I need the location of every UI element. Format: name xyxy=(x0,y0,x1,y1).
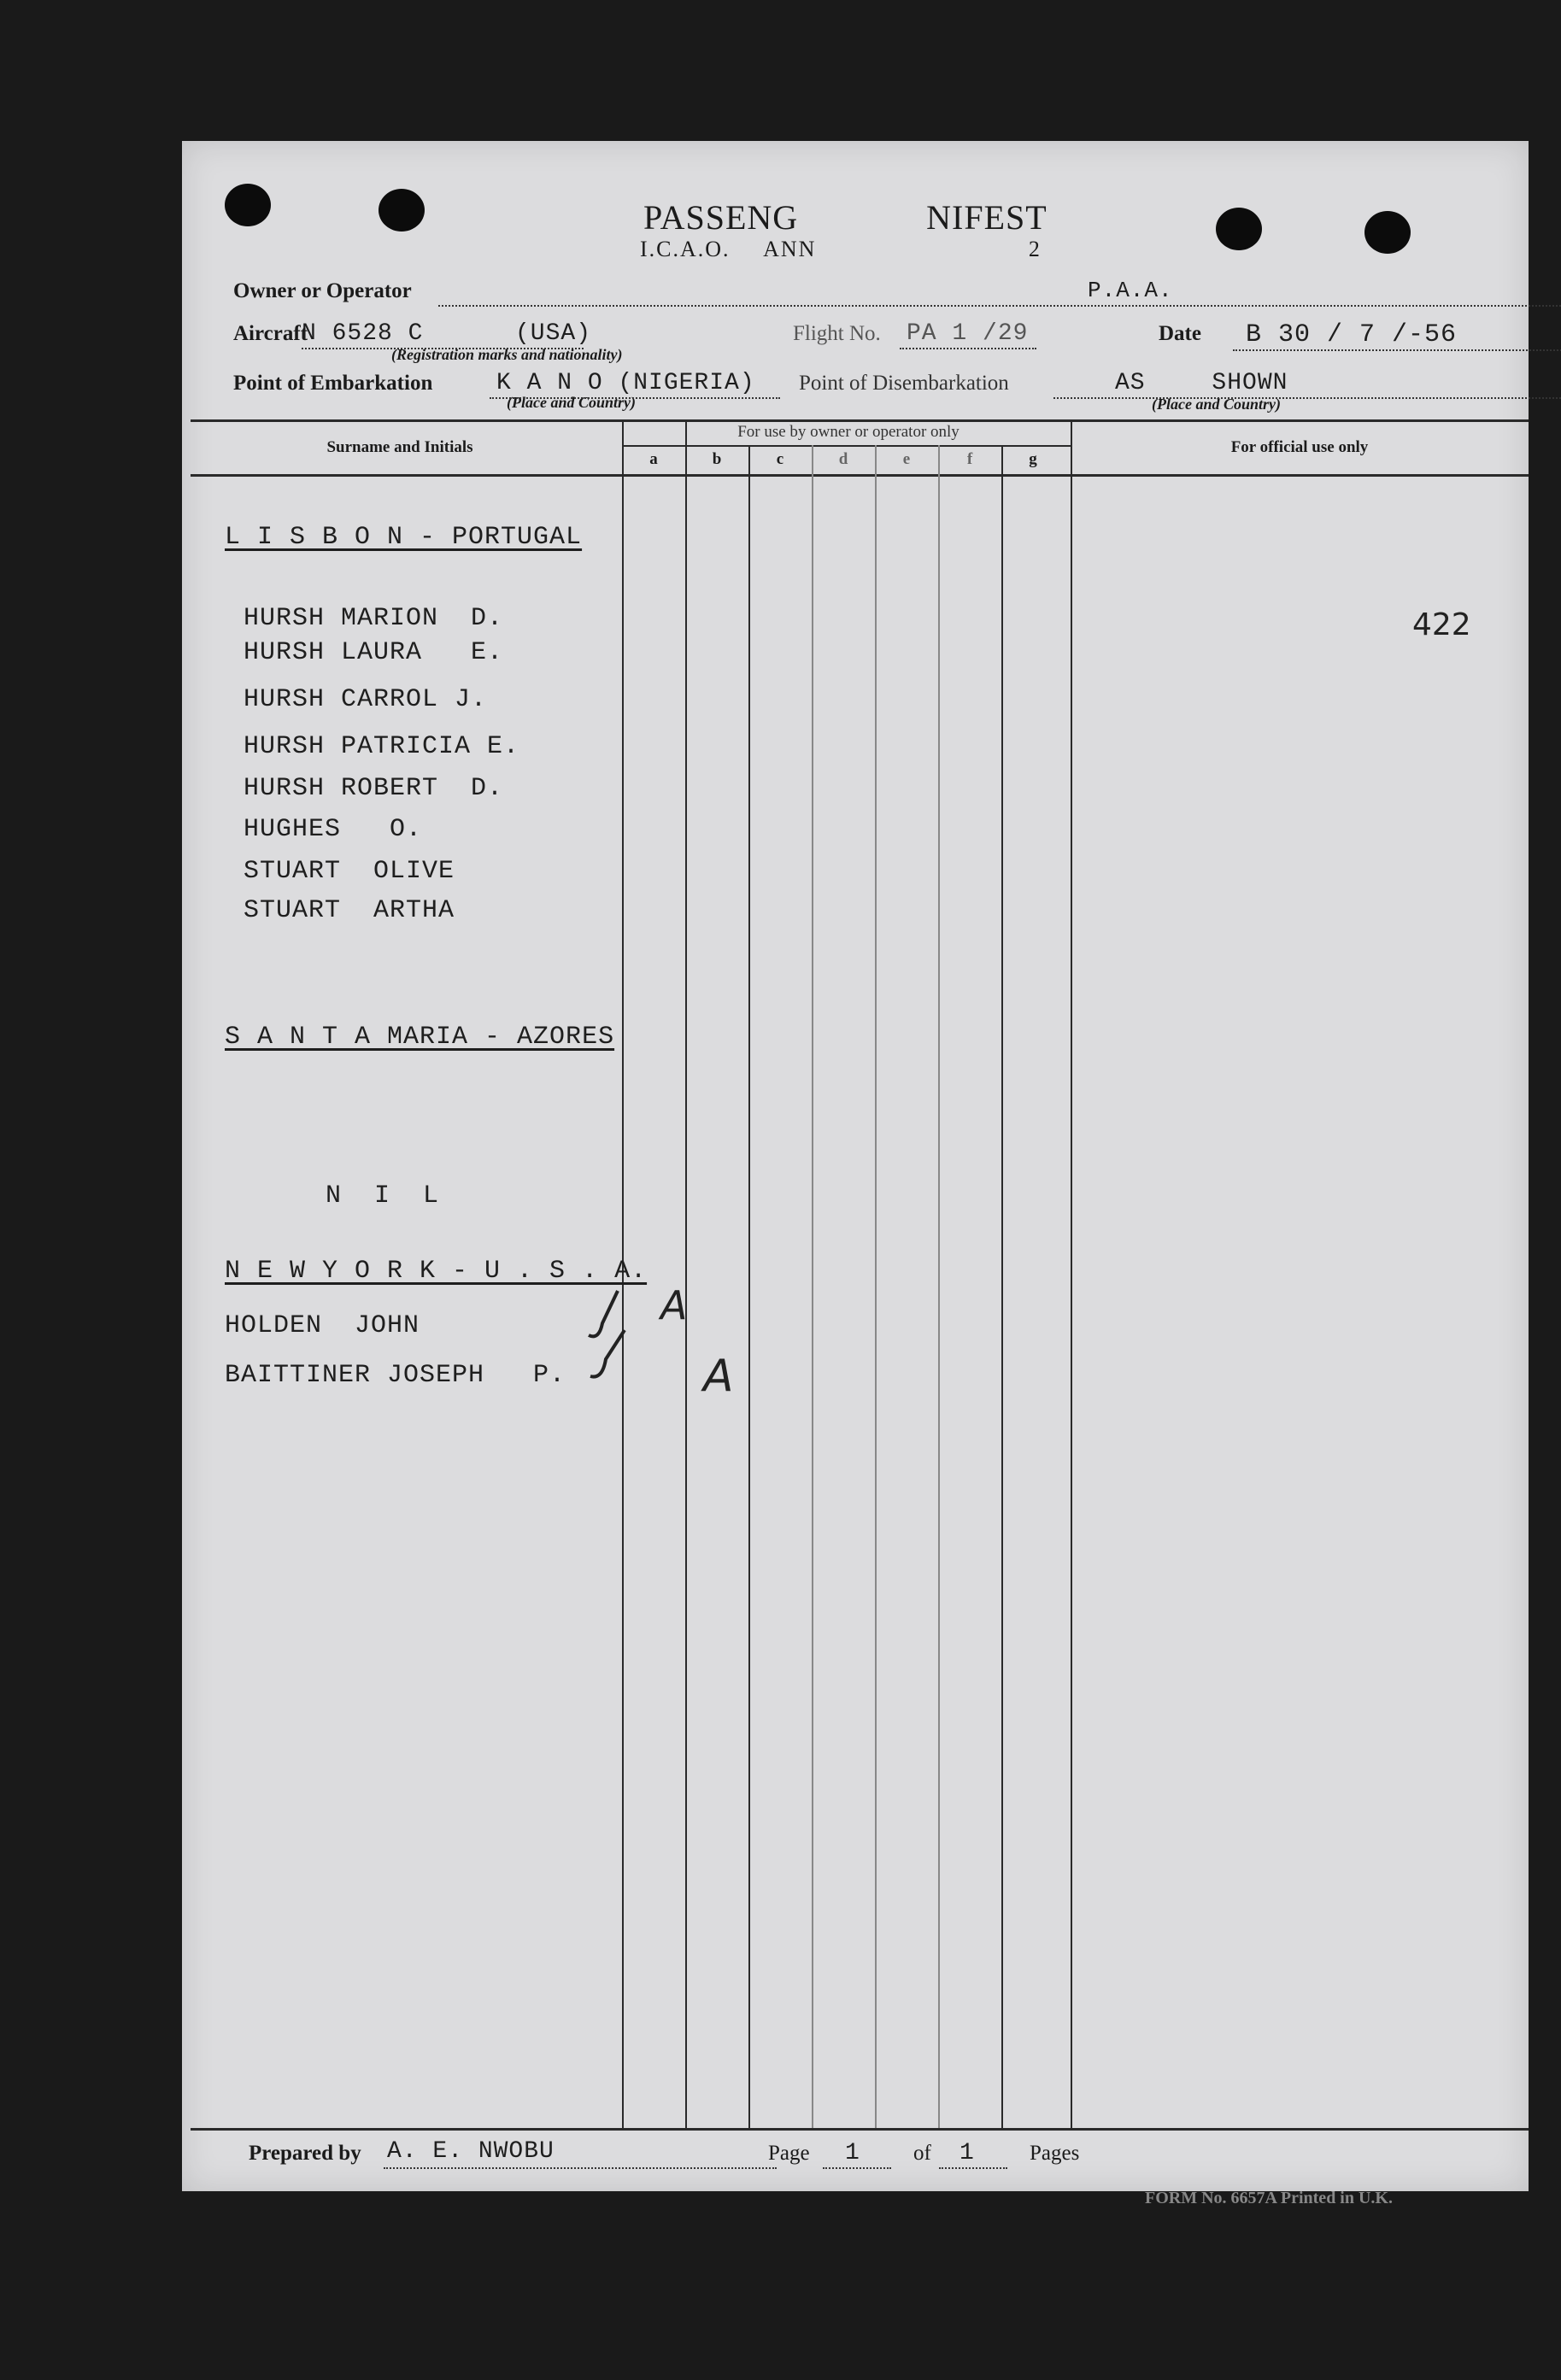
col-letter-f: f xyxy=(966,450,973,468)
col-official: For official use only xyxy=(1230,438,1369,456)
form-subtitle xyxy=(640,237,1042,262)
embark-value: K A N O (NIGERIA) xyxy=(496,370,755,396)
passenger-row: HURSH MARION D. xyxy=(244,604,504,633)
flight-value: PA 1 /29 xyxy=(907,320,1029,347)
date-value: B 30 / 7 /-56 xyxy=(1246,320,1458,349)
of-value: 1 xyxy=(959,2140,975,2166)
aircraft-label: Aircraft xyxy=(233,322,308,345)
title-left: PASSENG xyxy=(643,198,799,237)
passenger-row: HURSH CARROL J. xyxy=(244,685,488,714)
prepared-value: A. E. NWOBU xyxy=(387,2138,555,2165)
punch-hole-icon xyxy=(379,189,425,232)
disembark-label: Point of Disembarkation xyxy=(799,372,1009,395)
prepared-label: Prepared by xyxy=(249,2142,361,2165)
passenger-row: HUGHES O. xyxy=(244,815,423,844)
disembark-value: AS SHOWN xyxy=(1115,370,1288,396)
page-label: Page xyxy=(768,2142,810,2165)
date-label: Date xyxy=(1159,322,1201,345)
punch-hole-icon xyxy=(1216,208,1262,250)
subtitle-left: I.C.A.O. xyxy=(640,237,731,261)
col-letter-b: b xyxy=(712,450,722,468)
aircraft-value: N 6528 C xyxy=(302,320,424,347)
passenger-row: HURSH PATRICIA E. xyxy=(244,732,520,761)
passenger-row: BAITTINER JOSEPH P. xyxy=(225,1361,566,1390)
title-right: NIFEST xyxy=(926,198,1048,237)
section-heading-lisbon: L I S B O N - PORTUGAL xyxy=(225,523,583,552)
aircraft-nationality: (USA) xyxy=(515,320,592,347)
col-surname: Surname and Initials xyxy=(326,438,473,456)
subtitle-right: 2 xyxy=(1028,237,1042,261)
passenger-row: STUART ARTHA xyxy=(244,896,455,925)
col-owner-use: For use by owner or operator only xyxy=(737,423,959,441)
passenger-row: HURSH LAURA E. xyxy=(244,638,504,667)
flight-label: Flight No. xyxy=(793,322,881,345)
embark-label: Point of Embarkation xyxy=(233,372,433,395)
punch-hole-icon xyxy=(1364,211,1411,254)
col-letter-d: d xyxy=(838,450,848,468)
owner-label: Owner or Operator xyxy=(233,279,412,302)
passenger-row: HURSH ROBERT D. xyxy=(244,774,504,803)
official-note: 422 xyxy=(1412,607,1471,642)
subtitle-mid: ANN xyxy=(763,237,817,261)
passenger-row: HOLDEN JOHN xyxy=(225,1311,420,1340)
disembark-caption: (Place and Country) xyxy=(1152,396,1281,413)
page-value: 1 xyxy=(845,2140,860,2166)
check-mark-icon xyxy=(584,1286,652,1380)
of-label: of xyxy=(913,2142,931,2165)
col-letter-e: e xyxy=(902,450,911,468)
handwritten-mark: A xyxy=(660,1282,688,1328)
passenger-row: N I L xyxy=(326,1181,440,1211)
section-heading-new-york: N E W Y O R K - U . S . A. xyxy=(225,1257,648,1286)
form-note: FORM No. 6657A Printed in U.K. xyxy=(1145,2189,1393,2207)
section-heading-santa-maria: S A N T A MARIA - AZORES xyxy=(225,1023,615,1052)
col-letter-g: g xyxy=(1029,450,1037,468)
manifest-page xyxy=(182,141,1529,2191)
handwritten-mark: A xyxy=(703,1351,734,1402)
form-title xyxy=(643,197,1048,237)
passenger-row: STUART OLIVE xyxy=(244,857,455,886)
punch-hole-icon xyxy=(225,184,271,226)
owner-value: P.A.A. xyxy=(1088,278,1173,303)
col-letter-a: a xyxy=(649,450,658,468)
embark-caption: (Place and Country) xyxy=(507,394,636,411)
aircraft-caption: (Registration marks and nationality) xyxy=(391,346,623,363)
pages-label: Pages xyxy=(1030,2142,1080,2165)
col-letter-c: c xyxy=(776,450,784,468)
